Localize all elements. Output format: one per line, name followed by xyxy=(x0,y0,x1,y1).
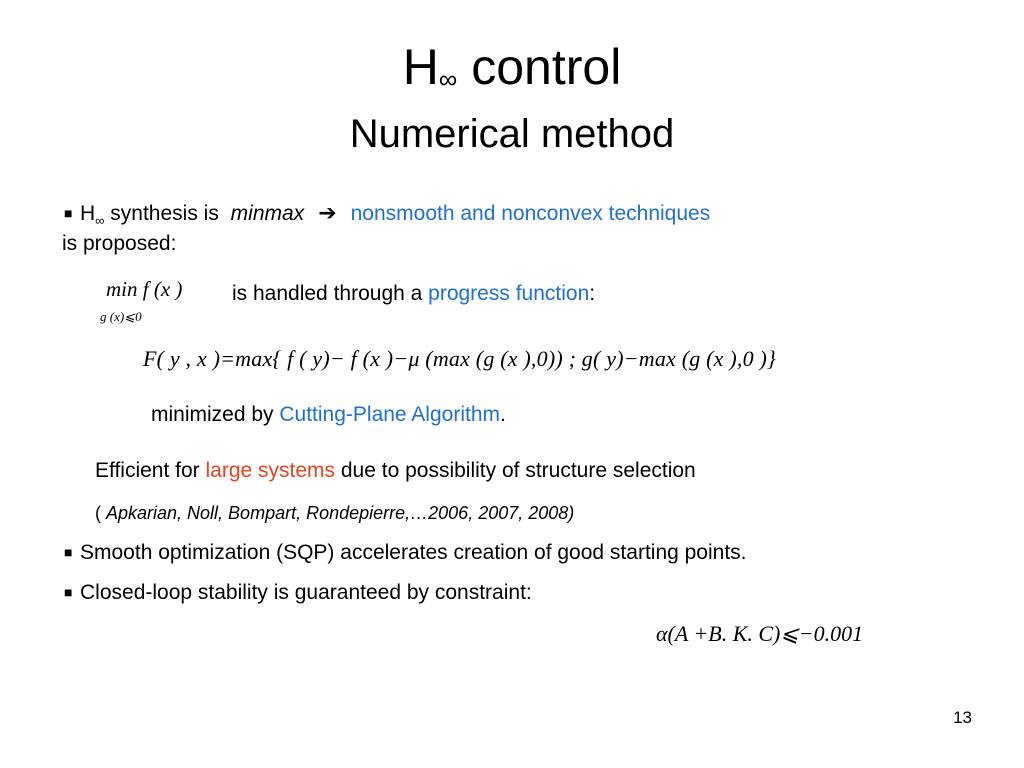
bullet-marker: ■ xyxy=(64,584,73,600)
title-h: H xyxy=(402,39,439,95)
page-number: 13 xyxy=(953,708,972,727)
slide-subtitle: Numerical method xyxy=(349,112,675,156)
bullet-marker: ■ xyxy=(64,205,73,221)
large-systems-text: large systems xyxy=(205,459,336,482)
techniques-text: nonsmooth and nonconvex techniques xyxy=(350,202,711,225)
min-constraint: g (x)⩽0 xyxy=(100,309,142,324)
reference-line: ( Apkarian, Noll, Bompart, Rondepierre,…2006, 2007, 2008) xyxy=(95,503,575,523)
stability-constraint-formula: α(A +B. K. C)⩽−0.001 xyxy=(656,621,864,646)
reference-authors: Apkarian, Noll, Bompart, Rondepierre,…2006, 2007, 2008) xyxy=(106,503,575,523)
progress-function-formula: F( y , x )=max{ f ( y)− f (x )−μ (max (g (x ),0)) ; g( y)−max (g (x ),0 )} xyxy=(143,346,776,371)
handled-line: is handled through a progress function: xyxy=(232,282,596,305)
minimized-line: minimized by Cutting-Plane Algorithm. xyxy=(151,403,506,426)
bullet-1: ■ $H_\infty$ synthesis is minmax ➔ nonsmooth and nonconvex techniques xyxy=(64,201,711,229)
bullet-2: ■ Smooth optimization (SQP) accelerates creation of good starting points. xyxy=(64,541,747,564)
efficient-line: Efficient for large systems due to possibility of structure selection xyxy=(95,459,696,482)
cutting-plane-text: Cutting-Plane Algorithm xyxy=(279,403,500,426)
slide-title xyxy=(0,38,1024,108)
bullet-1-continuation: is proposed: xyxy=(62,232,177,255)
progress-function-text: progress function xyxy=(428,282,590,305)
bullet-marker: ■ xyxy=(64,544,73,560)
minmax-term: minmax xyxy=(230,202,305,225)
title-rest: control xyxy=(457,39,622,95)
right-arrow-icon: ➔ xyxy=(318,201,337,226)
min-expression: min f (x ) xyxy=(106,277,183,301)
title-infinity: ∞ xyxy=(438,64,458,94)
bullet-3: ■ Closed-loop stability is guaranteed by constraint: xyxy=(64,581,532,604)
